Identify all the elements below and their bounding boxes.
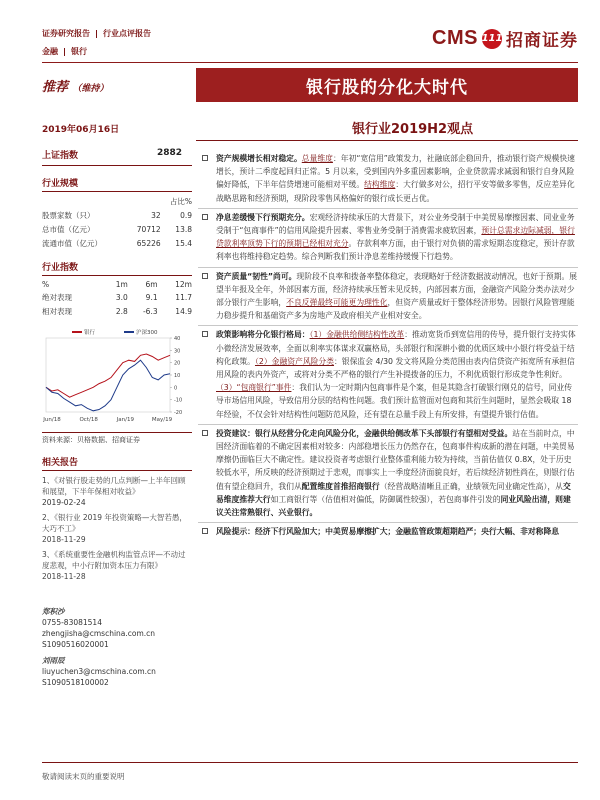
- x-tick-label: Jan/19: [116, 417, 135, 423]
- related-report-item[interactable]: [42, 475, 192, 508]
- related-reports-list: [42, 475, 192, 582]
- legend-label: 银行: [84, 330, 96, 336]
- para-text: ：我们认为一定时期内包商事件是个案，但是其隐含打破银行刚兑的信号，同业传导市场信用风险，导致信用分层的结构性问题。我们预计监管面对包商和其衍生问题时，显然会吸取 18 年经验，不仅会针对结构性问题防范风险，还有望在总量手段上有所安排，有望提升银行估值。: [216, 383, 573, 419]
- table-header: 占比%: [169, 196, 192, 206]
- para-heading: 净息差缓慢下行预期充分。: [216, 212, 310, 222]
- y-tick-label: 30: [174, 348, 181, 355]
- index-row: [42, 148, 192, 166]
- paragraph-policy-impact: [202, 328, 578, 420]
- para-heading: 投资建议：银行从经营分化走向风险分化，金融供给侧改革下头部银行有望相对受益。: [216, 428, 513, 438]
- report-type-header: [42, 25, 151, 61]
- row-value: -6.3: [142, 306, 158, 316]
- table-row: [42, 222, 192, 236]
- para-text: ：大行做多对公，招行平安等做多零售，反应差异化战略思路和经济预期，现阶段零售风格偏好的银行成长更占优。: [216, 180, 575, 203]
- report-date: 2019年06月16日: [42, 125, 120, 135]
- para-text: 如工商银行等（估值相对偏低，防御属性较强），若包商事件引发的: [270, 494, 501, 504]
- row-label: 股票家数（只）: [42, 210, 95, 220]
- para-text: ，但资产质量或好于整体经济形势。因银行风险管理能力稳步提升和基础资产多为房地产及政府相关产业相对安全。: [216, 298, 575, 321]
- table-row: [42, 236, 192, 250]
- para-text: 宏观经济持续承压的大背景下，对公业务受制于中美贸易摩擦因素、同业业务受制于“包商事件”的信用风险提升因素、零售业务受制于消费需求疲软因素，: [216, 212, 575, 236]
- analyst-phone: 0755-83081514: [42, 618, 102, 627]
- para-text: 站在当前时点，中国经济面临着的不确定因素相对较多：内部稳增长压力仍然存在，包商事件构成新的潜在问题，中美贸易摩擦仍面临巨大不确定性。建议投资者考虑银行业整体重利能力较为持续，当前估值仅 0.8X，处于历史较低水平，所反映的经济预期过于悲观，而事实上一季度经济面貌良好，若后续经济韧性尚在，则银行估值有望企稳回升，我们从: [216, 428, 575, 491]
- para-text: 。存款利率方面，由于银行对负债的需求短期态度稳定，预计存款利率也将维持稳定趋势。综合判断我们预计净息差维持缓慢下行趋势。: [216, 239, 575, 262]
- para-text: ：年初“宽信用”政策发力，社融底部企稳回升，推动银行资产规模快速增长，预计二季度起回归正常。5 月以来，受到国内外多重因素影响，企业贷款需求减弱和银行自身风险偏好降低，下半年信贷增速可能相对平缓。: [216, 154, 575, 190]
- row-pct: 13.8: [175, 224, 192, 234]
- related-report-item[interactable]: [42, 549, 192, 582]
- paragraph-investment-advice: [202, 427, 578, 519]
- row-value: 70712: [136, 224, 161, 234]
- performance-table: [42, 278, 192, 318]
- analyst-email[interactable]: liuyuchen3@cmschina.com.cn: [42, 667, 156, 676]
- rating: [42, 76, 109, 95]
- para-text: 现阶段不良率和拨备率整体稳定，表现略好于经济数据波动情况，也好于预期。展望半年报及全年，外部因素方面，经济持续承压暂未见反转，内部因素方面，金融资产风险分类办法对少部分银行产生影响，: [216, 271, 578, 308]
- industry-scale-table: [42, 194, 192, 250]
- index-value: 2882: [156, 148, 182, 158]
- row-value: 14.9: [175, 306, 192, 316]
- rating-label: 推荐: [42, 80, 69, 95]
- header-rule: [42, 62, 578, 63]
- row-label: 流通市值（亿元）: [42, 238, 102, 248]
- analyst-name: 刘雨辰: [42, 656, 65, 665]
- sector-name: 金融: [42, 47, 58, 56]
- related-reports-title: 相关报告: [42, 455, 192, 471]
- analyst-card: [42, 606, 192, 650]
- subtitle-rule: [196, 140, 578, 141]
- paragraph-divider: [198, 267, 578, 268]
- header-separator: [64, 48, 65, 56]
- paragraph-asset-quality: [202, 270, 578, 323]
- analyst-email[interactable]: zhengjisha@cmschina.com.cn: [42, 629, 156, 638]
- related-report-text: 1、《对银行股走势的几点判断—上半年回顾和展望，下半年保相对收益》: [42, 476, 186, 496]
- index-performance-chart: [42, 326, 192, 430]
- row-value: 65226: [136, 238, 161, 248]
- para-emphasis: 总量维度: [301, 154, 333, 163]
- logo-cn-text: 招商证券: [506, 31, 578, 51]
- industry-scale-title: 行业规模: [42, 176, 192, 192]
- para-emphasis: （2）金融资产风险分类: [254, 356, 335, 366]
- checkbox-bullet-icon: [202, 331, 208, 337]
- chart-source: 资料来源：贝格数据、招商证券: [42, 432, 192, 445]
- series-line-1: [46, 360, 170, 411]
- related-report-item[interactable]: [42, 512, 192, 545]
- table-row: [42, 290, 192, 304]
- checkbox-bullet-icon: [202, 528, 208, 534]
- para-text: （经营战略清晰且正确，业绩领先同业确定性高），从: [379, 481, 563, 491]
- table-header: %: [42, 279, 50, 289]
- related-report-text: 2、《银行业 2019 年投资策略—大智若愚，大巧不工》: [42, 513, 187, 533]
- paragraph-divider: [198, 325, 578, 326]
- para-emphasis: 不良反弹最终可能更为理性化: [286, 298, 388, 308]
- y-tick-label: 10: [174, 373, 181, 379]
- index-label: 上证指数: [42, 151, 79, 161]
- paragraph-net-interest-margin: [202, 211, 578, 264]
- checkbox-bullet-icon: [202, 430, 208, 436]
- y-tick-label: -20: [174, 410, 183, 416]
- report-subtitle: 银行业2019H2观点: [352, 122, 474, 137]
- y-tick-label: 40: [174, 336, 181, 342]
- row-value: 2.8: [115, 306, 128, 316]
- para-bold: 同业风险出清，则建议关注常熟银行、兴业银行。: [216, 494, 571, 518]
- legend-label: 沪深300: [136, 330, 158, 336]
- report-title: 银行股的分化大时代: [196, 68, 578, 102]
- para-bold: 配置维度首推招商银行: [301, 481, 380, 491]
- table-header: 12m: [175, 279, 192, 289]
- checkbox-bullet-icon: [202, 155, 208, 161]
- footer-note: 敬请阅读末页的重要说明: [42, 772, 125, 781]
- logo-badge-icon: 111: [482, 29, 502, 49]
- para-text: ：推动宽货币到宽信用的传导，提升银行支持实体小微经济发展效率，全面以利率实体谋求双赢格局，头部银行和深耕小微的优质区域中小银行将受益于结构化政策。: [216, 330, 576, 366]
- para-emphasis: 结构维度: [364, 180, 396, 190]
- para-emphasis: 预计总需求边际减弱，银行贷款利率顶势下行的预期已经相对充分: [216, 226, 575, 249]
- table-row: [42, 208, 192, 222]
- para-bold: 交易维度推荐大行: [216, 481, 571, 504]
- para-heading: 风险提示：经济下行风险加大；中美贸易摩擦扩大；金融监管政策超期趋严；央行大幅、非对称降息: [216, 527, 560, 537]
- row-pct: 0.9: [180, 210, 192, 220]
- sidebar: [42, 148, 192, 693]
- para-heading: 资产规模增长相对稳定。: [216, 154, 302, 163]
- row-label: 相对表现: [42, 306, 72, 316]
- footer-rule: [42, 762, 578, 763]
- para-heading: 政策影响将分化银行格局：: [216, 330, 310, 340]
- report-subcategory: 行业点评报告: [103, 29, 151, 38]
- analyst-cert: S1090518100002: [42, 678, 109, 687]
- checkbox-bullet-icon: [202, 214, 208, 220]
- para-emphasis: （3）“包商银行”事件: [216, 383, 292, 393]
- paragraph-risk-warning: [202, 525, 578, 538]
- y-tick-label: 20: [174, 360, 181, 367]
- related-report-date: 2018-11-29: [42, 535, 86, 544]
- chart-svg: [42, 326, 192, 430]
- header-separator: [96, 30, 97, 38]
- para-heading: 资产质量“韧性”尚可。: [216, 271, 297, 281]
- paragraph-asset-scale: [202, 152, 578, 205]
- paragraph-divider: [198, 208, 578, 209]
- x-tick-label: Oct/18: [79, 417, 98, 423]
- x-tick-label: May/19: [151, 417, 173, 423]
- y-tick-label: 0: [174, 385, 178, 392]
- analyst-card: [42, 655, 192, 688]
- row-value: 11.7: [175, 292, 192, 302]
- para-text: ：银保监会 4/30 发文将风险分类范围由表内信贷资产拓宽所有承担信用风险的表内外资产，或将对分类不严格的银行产生补提拨备的压力，不利优质银行形成竞争性利好。: [216, 356, 575, 380]
- row-value: 9.1: [145, 292, 158, 302]
- checkbox-bullet-icon: [202, 273, 208, 279]
- cms-logo: [432, 26, 578, 51]
- industry-name: 银行: [71, 47, 87, 56]
- logo-cms-text: CMS: [432, 27, 478, 49]
- row-value: 32: [151, 210, 161, 220]
- x-tick-label: Jun/18: [43, 417, 61, 423]
- related-report-date: 2019-02-24: [42, 498, 86, 507]
- y-tick-label: -10: [174, 397, 183, 404]
- analyst-name: 郑积沙: [42, 607, 65, 616]
- paragraph-divider: [198, 522, 578, 523]
- row-pct: 15.4: [175, 238, 192, 248]
- paragraph-divider: [198, 424, 578, 425]
- report-body: [202, 152, 578, 544]
- analyst-contacts: [42, 606, 192, 688]
- para-emphasis: （1）金融供给侧结构性改革: [309, 330, 405, 340]
- rating-sub: （维持）: [72, 84, 109, 94]
- related-report-date: 2018-11-28: [42, 572, 86, 581]
- row-label: 绝对表现: [42, 292, 72, 302]
- analyst-cert: S1090516020001: [42, 640, 109, 649]
- chart-frame: [46, 338, 170, 412]
- industry-index-title: 行业指数: [42, 260, 192, 276]
- related-report-text: 3、《系统重要性金融机构监管点评—不动过度悲观，中小行附加资本压力有限》: [42, 550, 186, 570]
- table-header: 1m: [115, 279, 128, 289]
- row-label: 总市值（亿元）: [42, 224, 95, 234]
- row-value: 3.0: [115, 292, 128, 302]
- table-row: [42, 304, 192, 318]
- report-category: 证券研究报告: [42, 29, 90, 38]
- table-header: 6m: [145, 279, 158, 289]
